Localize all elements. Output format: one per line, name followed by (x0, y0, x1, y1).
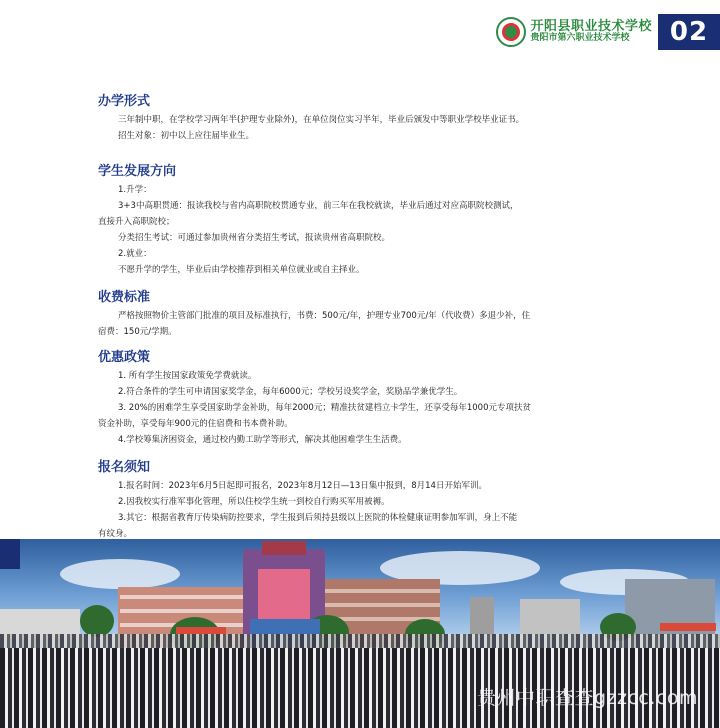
section-line: 分类招生考试：可通过参加贵州省分类招生考试，报读贵州省高职院校。 (118, 233, 391, 243)
school-subname: 贵阳市第六职业技术学校 (530, 33, 630, 44)
section-fees (98, 288, 638, 340)
section-line: 1. 所有学生按国家政策免学费就读。 (118, 371, 257, 381)
page-number: 02 (658, 14, 720, 50)
section-line: 招生对象：初中以上应往届毕业生。 (118, 131, 255, 141)
section-title: 优惠政策 (98, 350, 151, 365)
section-line: 资金补助，享受每年900元的住宿费和书本费补助。 (98, 419, 293, 429)
section-line: 3.其它：根据省教育厅传染病防控要求，学生报到后须持县级以上医院的体检健康证明参加军训，身上不能 (118, 513, 518, 523)
section-form (98, 92, 638, 144)
section-line: 3. 20%的困难学生享受国家助学金补助，每年2000元；精准扶贫建档立卡学生，还享受每年1000元专项扶贫 (118, 403, 531, 413)
school-name-block (530, 20, 652, 44)
section-title: 报名须知 (98, 460, 151, 475)
section-line: 严格按照物价主管部门批准的项目及标准执行，书费：500元/年，护理专业700元/年（代收费）多退少补，住 (118, 311, 531, 321)
section-line: 4.学校筹集济困资金，通过校内勤工助学等形式，解决其他困难学生生活费。 (118, 435, 407, 445)
school-name: 开阳县职业技术学校 (530, 18, 652, 34)
section-line: 1.报名时间：2023年6月5日起即可报名，2023年8月12日—13日集中报到，8月14日开始军训。 (118, 481, 487, 491)
watermark-text: 贵州中职查查gzzcc.com (476, 687, 698, 709)
section-line: 1.升学： (118, 185, 152, 195)
section-title: 收费标准 (98, 290, 151, 305)
content-area (98, 92, 638, 542)
section-title: 办学形式 (98, 94, 151, 109)
corner-strip (0, 539, 20, 569)
section-line: 2.符合条件的学生可申请国家奖学金，每年6000元；学校另设奖学金，奖励品学兼优学生。 (118, 387, 463, 397)
section-title: 学生发展方向 (98, 164, 177, 179)
section-policy (98, 348, 638, 448)
campus-ceremony-photo (0, 539, 720, 728)
section-line: 2.因我校实行准军事化管理，所以住校学生统一到校自行购买军用被褥。 (118, 497, 390, 507)
section-development (98, 162, 638, 278)
section-line: 宿费：150元/学期。 (98, 327, 177, 337)
section-line: 直接升入高职院校； (98, 217, 175, 227)
school-logo-icon (496, 17, 526, 47)
section-line: 三年制中职，在学校学习两年半(护理专业除外)，在单位岗位实习半年，毕业后颁发中等职业学校毕业证书。 (118, 115, 525, 125)
section-line: 3+3中高职贯通：报读我校与省内高职院校贯通专业，前三年在我校就读，毕业后通过对应高职院校测试， (118, 201, 519, 211)
page-header (496, 14, 720, 50)
section-line: 不愿升学的学生，毕业后由学校推荐到相关单位就业或自主择业。 (118, 265, 365, 275)
section-line: 2.就业： (118, 249, 152, 259)
section-notice (98, 458, 638, 542)
section-line: 有纹身。 (98, 529, 133, 539)
